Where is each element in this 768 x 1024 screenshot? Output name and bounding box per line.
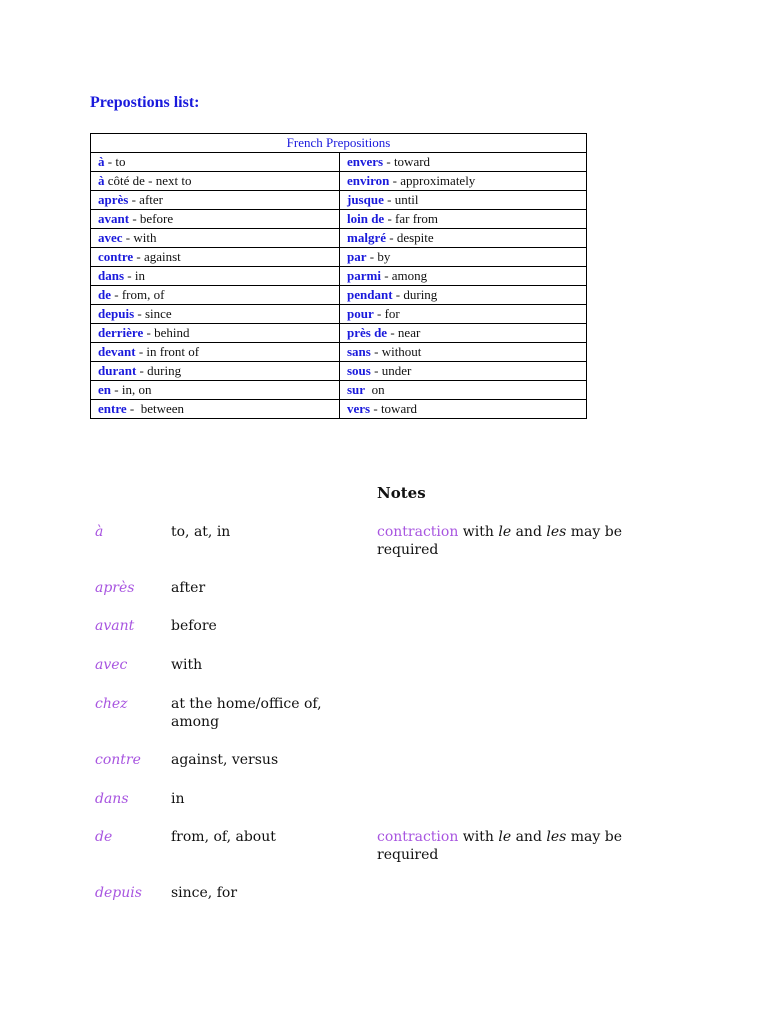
table-cell	[91, 381, 340, 400]
english-meaning: - against	[133, 249, 181, 264]
french-word: malgré	[347, 230, 386, 245]
table-row	[91, 381, 587, 400]
french-word: de	[98, 287, 111, 302]
table-caption: French Prepositions	[91, 134, 587, 153]
french-word: contre	[98, 249, 134, 264]
english-meaning: côté de - next to	[104, 173, 192, 188]
entry-meaning: with	[171, 657, 203, 673]
english-meaning: - toward	[383, 154, 431, 169]
french-word: près de	[347, 325, 388, 340]
page-heading: Prepostions list:	[90, 94, 200, 111]
entry-meaning: since, for	[171, 885, 238, 901]
english-meaning: - despite	[385, 230, 434, 245]
table-cell	[91, 400, 340, 419]
note-highlight: contraction	[377, 524, 459, 540]
note-text: and	[511, 829, 547, 845]
entry-meaning: after	[171, 580, 206, 596]
french-word: devant	[98, 344, 136, 359]
table-cell	[340, 248, 587, 267]
english-meaning: - until	[383, 192, 419, 207]
table-cell	[91, 248, 340, 267]
table-cell	[340, 400, 587, 419]
note-text: le	[498, 524, 512, 540]
english-meaning: - toward	[370, 401, 418, 416]
table-row	[91, 172, 587, 191]
table-cell	[340, 191, 587, 210]
french-word: envers	[347, 154, 384, 169]
entry-term: de	[95, 829, 113, 845]
entry-meaning: against, versus	[171, 752, 279, 768]
table-row	[91, 324, 587, 343]
french-word: pour	[347, 306, 374, 321]
table-cell	[91, 343, 340, 362]
english-meaning: - in, on	[111, 382, 152, 397]
table-row	[91, 305, 587, 324]
english-meaning: - during	[136, 363, 182, 378]
entry-term: avec	[95, 657, 128, 673]
table-row	[91, 267, 587, 286]
note-text: may be required	[377, 524, 627, 558]
entry-meaning: at the home/office of, among	[171, 696, 322, 730]
note-text: le	[498, 829, 512, 845]
table-cell	[91, 267, 340, 286]
french-word: sur	[347, 382, 366, 397]
entry-meaning: before	[171, 618, 217, 634]
table-cell	[91, 362, 340, 381]
table-cell	[91, 210, 340, 229]
table-cell	[340, 381, 587, 400]
notes-heading: Notes	[377, 484, 426, 502]
table-cell	[91, 172, 340, 191]
entry-term: après	[95, 580, 135, 596]
english-meaning: - after	[128, 192, 163, 207]
table-cell	[340, 343, 587, 362]
table-row	[91, 229, 587, 248]
english-meaning: - from, of	[111, 287, 165, 302]
table-row	[91, 248, 587, 267]
table-cell	[91, 153, 340, 172]
table-cell	[340, 229, 587, 248]
entry-term: contre	[95, 752, 141, 768]
entry-term: depuis	[95, 885, 142, 901]
french-word: par	[347, 249, 367, 264]
english-meaning: - far from	[384, 211, 438, 226]
french-word: en	[98, 382, 111, 397]
entry-term: chez	[95, 696, 128, 712]
table-cell	[340, 267, 587, 286]
table-cell	[91, 191, 340, 210]
entry-note	[377, 828, 667, 864]
english-meaning: - since	[134, 306, 172, 321]
french-word: environ	[347, 173, 390, 188]
french-word: depuis	[98, 306, 135, 321]
table-cell	[91, 286, 340, 305]
english-meaning: - for	[373, 306, 400, 321]
table-cell	[340, 305, 587, 324]
table-cell	[340, 286, 587, 305]
table-cell	[340, 172, 587, 191]
french-word: entre	[98, 401, 127, 416]
french-word: dans	[98, 268, 125, 283]
table-caption-row	[91, 134, 587, 153]
note-text: les	[546, 524, 567, 540]
note-text: and	[511, 524, 547, 540]
english-meaning: - before	[129, 211, 174, 226]
table-row	[91, 400, 587, 419]
table-cell	[340, 362, 587, 381]
english-meaning: - without	[370, 344, 422, 359]
entry-meaning: to, at, in	[171, 524, 231, 540]
french-word: jusque	[347, 192, 384, 207]
english-meaning: - under	[370, 363, 412, 378]
english-meaning: on	[365, 382, 385, 397]
french-word: à	[98, 154, 105, 169]
french-word: sans	[347, 344, 371, 359]
table-row	[91, 362, 587, 381]
table-cell	[340, 210, 587, 229]
note-text: with	[458, 524, 499, 540]
table-cell	[91, 305, 340, 324]
french-word: parmi	[347, 268, 381, 283]
table-row	[91, 153, 587, 172]
table-row	[91, 286, 587, 305]
entry-meaning: from, of, about	[171, 829, 276, 845]
english-meaning: - with	[122, 230, 157, 245]
french-word: vers	[347, 401, 371, 416]
english-meaning: - in	[124, 268, 145, 283]
english-meaning: - approximately	[389, 173, 476, 188]
table-cell	[91, 229, 340, 248]
note-text: les	[546, 829, 567, 845]
english-meaning: - behind	[143, 325, 190, 340]
entry-term: à	[95, 524, 104, 540]
french-word: après	[98, 192, 129, 207]
french-word: à	[98, 173, 105, 188]
table-row	[91, 191, 587, 210]
english-meaning: - during	[392, 287, 438, 302]
table-cell	[91, 324, 340, 343]
entry-meaning: in	[171, 791, 185, 807]
table-cell	[340, 153, 587, 172]
prepositions-table	[90, 133, 587, 419]
french-word: sous	[347, 363, 371, 378]
english-meaning: - to	[104, 154, 126, 169]
english-meaning: - between	[126, 401, 185, 416]
french-word: durant	[98, 363, 137, 378]
english-meaning: - in front of	[135, 344, 200, 359]
french-word: avec	[98, 230, 123, 245]
table-cell	[340, 324, 587, 343]
note-text: may be required	[377, 829, 627, 863]
french-word: pendant	[347, 287, 393, 302]
english-meaning: - by	[366, 249, 391, 264]
note-text: with	[458, 829, 499, 845]
entry-term: dans	[95, 791, 129, 807]
table-row	[91, 343, 587, 362]
english-meaning: - among	[380, 268, 428, 283]
french-word: loin de	[347, 211, 385, 226]
entry-note	[377, 523, 667, 559]
english-meaning: - near	[387, 325, 421, 340]
entry-term: avant	[95, 618, 135, 634]
french-word: derrière	[98, 325, 144, 340]
table-row	[91, 210, 587, 229]
french-word: avant	[98, 211, 130, 226]
note-highlight: contraction	[377, 829, 459, 845]
